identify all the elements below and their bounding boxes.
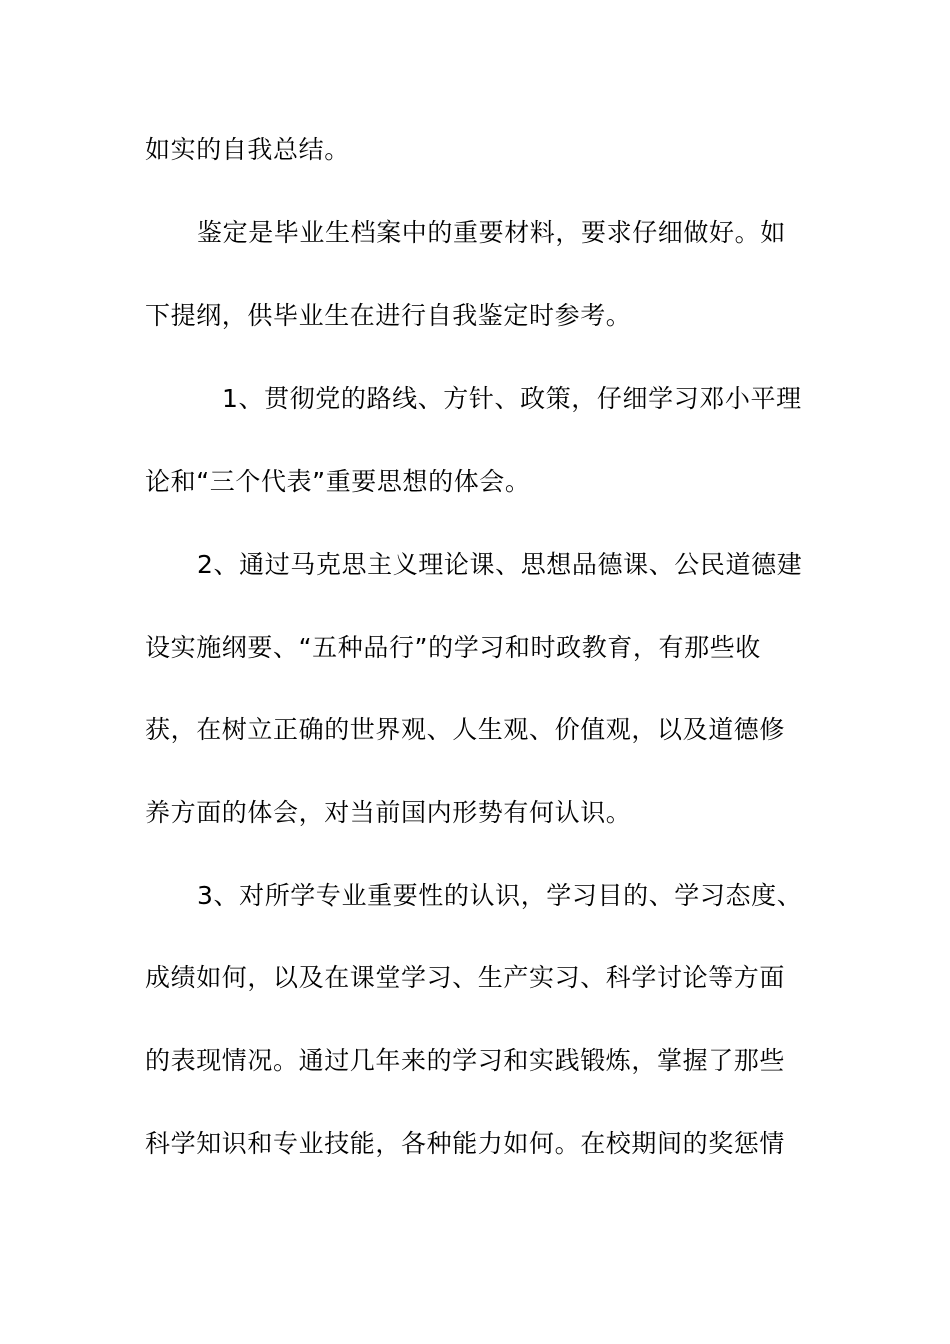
text-line: 养方面的体会，对当前国内形势有何认识。 xyxy=(145,798,632,827)
text-line: 成绩如何，以及在课堂学习、生产实习、科学讨论等方面 xyxy=(145,963,786,992)
text-line: 的表现情况。通过几年来的学习和实践锻炼，掌握了那些 xyxy=(145,1046,786,1075)
text-line: 鉴定是毕业生档案中的重要材料，要求仔细做好。如 xyxy=(197,218,786,247)
text-line: 如实的自我总结。 xyxy=(145,135,350,164)
text-line: 1、贯彻党的路线、方针、政策，仔细学习邓小平理 xyxy=(222,384,802,413)
text-line: 设实施纲要、“五种品行”的学习和时政教育，有那些收 xyxy=(145,633,761,662)
text-line: 3、对所学专业重要性的认识，学习目的、学习态度、 xyxy=(197,881,803,910)
text-line: 2、通过马克思主义理论课、思想品德课、公民道德建 xyxy=(197,550,803,579)
text-line: 获，在树立正确的世界观、人生观、价值观，以及道德修 xyxy=(145,715,786,744)
text-line: 下提纲，供毕业生在进行自我鉴定时参考。 xyxy=(145,301,632,330)
text-line: 论和“三个代表”重要思想的体会。 xyxy=(145,467,531,496)
text-line: 科学知识和专业技能，各种能力如何。在校期间的奖惩情 xyxy=(145,1129,786,1158)
